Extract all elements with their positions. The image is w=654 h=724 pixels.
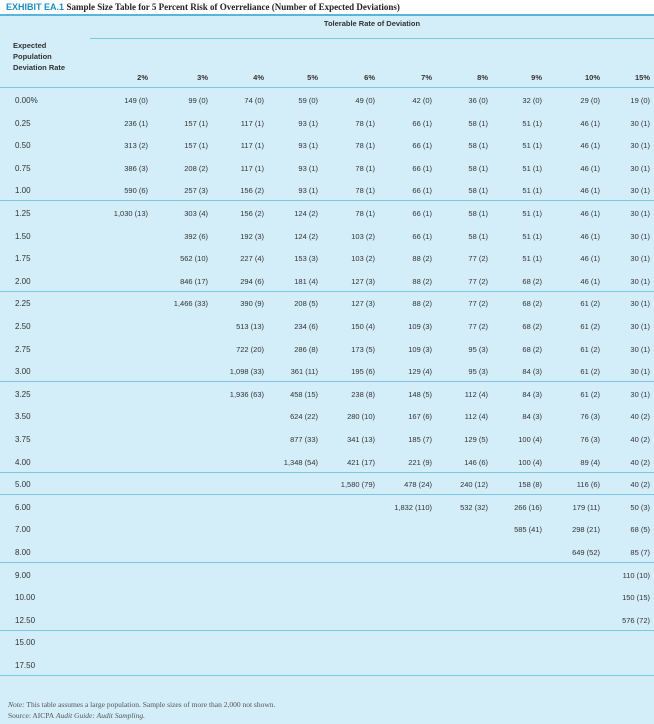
sample-size-cell: 240 (12) <box>460 480 488 490</box>
sample-size-cell: 1,466 (33) <box>173 299 208 309</box>
sample-size-cell: 51 (1) <box>522 163 542 173</box>
title-rule <box>0 14 654 16</box>
table-row <box>0 299 654 321</box>
sample-size-cell: 29 (0) <box>580 96 600 105</box>
sample-size-cell: 234 (6) <box>294 322 318 331</box>
sample-size-cell: 117 (1) <box>240 118 264 128</box>
sample-size-cell: 61 (2) <box>580 367 600 377</box>
column-header: 6% <box>364 73 375 82</box>
sample-size-cell: 66 (1) <box>412 118 432 128</box>
table-row <box>0 458 654 480</box>
table-row <box>0 525 654 547</box>
sample-size-cell: 32 (0) <box>522 96 542 105</box>
table-row <box>0 390 654 412</box>
sample-size-cell: 1,936 (63) <box>229 389 264 399</box>
column-header: 8% <box>477 73 488 82</box>
sample-size-cell: 58 (1) <box>468 163 488 173</box>
sample-size-cell: 181 (4) <box>294 276 318 286</box>
sample-size-cell: 103 (2) <box>351 254 375 264</box>
sample-size-cell: 59 (0) <box>298 96 318 105</box>
sample-size-cell: 76 (3) <box>580 412 600 422</box>
sample-size-cell: 173 (5) <box>351 344 375 354</box>
sample-size-cell: 100 (4) <box>518 457 542 467</box>
sample-size-cell: 30 (1) <box>630 389 650 399</box>
sample-size-cell: 185 (7) <box>408 435 432 444</box>
sample-size-cell: 61 (2) <box>580 322 600 331</box>
sample-size-cell: 146 (6) <box>464 457 488 467</box>
deviation-rate: 15.00 <box>15 638 36 648</box>
group-divider <box>0 472 654 473</box>
sample-size-cell: 46 (1) <box>580 254 600 264</box>
header-rule <box>0 87 654 88</box>
source-label: Source: AICPA <box>8 711 55 720</box>
exhibit-title <box>0 0 654 14</box>
sample-size-cell: 150 (4) <box>351 322 375 331</box>
sample-size-cell: 361 (11) <box>290 367 318 377</box>
sample-size-cell: 227 (4) <box>240 254 264 264</box>
sample-size-cell: 722 (20) <box>236 344 264 354</box>
table-row <box>0 661 654 683</box>
group-header: Tolerable Rate of Deviation <box>323 19 421 28</box>
sample-size-cell: 153 (3) <box>294 254 318 264</box>
sample-size-cell: 49 (0) <box>355 96 375 105</box>
table-row <box>0 616 654 638</box>
sample-size-cell: 208 (2) <box>184 163 208 173</box>
sample-size-cell: 585 (41) <box>514 525 542 535</box>
sample-size-cell: 150 (15) <box>622 593 650 603</box>
sample-size-cell: 58 (1) <box>468 186 488 196</box>
deviation-rate: 0.75 <box>15 163 31 173</box>
deviation-rate: 2.50 <box>15 322 31 331</box>
group-divider <box>0 675 654 676</box>
sample-size-cell: 46 (1) <box>580 163 600 173</box>
sample-size-cell: 341 (13) <box>347 435 375 444</box>
sample-size-cell: 93 (1) <box>298 163 318 173</box>
sample-size-cell: 68 (2) <box>522 299 542 309</box>
sample-size-cell: 127 (3) <box>351 299 375 309</box>
deviation-rate: 1.75 <box>15 254 31 264</box>
sample-size-cell: 576 (72) <box>622 615 650 625</box>
sample-size-cell: 36 (0) <box>468 96 488 105</box>
sample-size-cell: 51 (1) <box>522 186 542 196</box>
sample-size-cell: 208 (5) <box>294 299 318 309</box>
group-divider <box>0 381 654 382</box>
sample-size-cell: 42 (0) <box>412 96 432 105</box>
sample-size-cell: 103 (2) <box>351 231 375 241</box>
row-header-line: Expected <box>13 41 47 50</box>
table-row <box>0 254 654 276</box>
sample-size-cell: 1,348 (54) <box>283 457 318 467</box>
row-header-line: Population <box>13 52 52 61</box>
table-row <box>0 277 654 299</box>
table-row <box>0 186 654 208</box>
exhibit-label: EXHIBIT EA.1 <box>6 2 65 12</box>
sample-size-cell: 77 (2) <box>468 276 488 286</box>
deviation-rate: 4.00 <box>15 457 31 467</box>
sample-size-cell: 66 (1) <box>412 163 432 173</box>
sample-size-cell: 124 (2) <box>294 209 318 218</box>
table-row <box>0 164 654 186</box>
sample-size-cell: 30 (1) <box>630 231 650 241</box>
sample-size-cell: 109 (3) <box>408 344 432 354</box>
sample-size-cell: 77 (2) <box>468 299 488 309</box>
column-header: 9% <box>531 73 542 82</box>
sample-size-cell: 68 (2) <box>522 344 542 354</box>
sample-size-cell: 117 (1) <box>240 163 264 173</box>
table-row <box>0 548 654 570</box>
deviation-rate: 2.00 <box>15 276 31 286</box>
sample-size-cell: 127 (3) <box>351 276 375 286</box>
table-row <box>0 503 654 525</box>
sample-size-cell: 179 (11) <box>572 502 600 512</box>
sample-size-cell: 392 (6) <box>184 231 208 241</box>
sample-size-cell: 112 (4) <box>464 389 488 399</box>
sample-size-cell: 590 (6) <box>124 186 148 196</box>
sample-size-cell: 562 (10) <box>180 254 208 264</box>
sample-size-cell: 66 (1) <box>412 209 432 218</box>
deviation-rate: 0.25 <box>15 118 31 128</box>
column-header: 10% <box>584 73 600 82</box>
sample-size-cell: 30 (1) <box>630 186 650 196</box>
sample-size-cell: 30 (1) <box>630 299 650 309</box>
sample-size-cell: 84 (3) <box>522 367 542 377</box>
table-row <box>0 435 654 457</box>
column-header: 7% <box>421 73 432 82</box>
sample-size-cell: 30 (1) <box>630 322 650 331</box>
group-divider <box>0 630 654 631</box>
sample-size-cell: 46 (1) <box>580 186 600 196</box>
sample-size-cell: 77 (2) <box>468 254 488 264</box>
sample-size-cell: 110 (10) <box>622 570 650 580</box>
deviation-rate: 2.75 <box>15 344 31 354</box>
sample-size-cell: 58 (1) <box>468 118 488 128</box>
sample-size-cell: 93 (1) <box>298 141 318 151</box>
sample-size-cell: 61 (2) <box>580 299 600 309</box>
sample-size-cell: 298 (21) <box>572 525 600 535</box>
sample-size-cell: 58 (1) <box>468 231 488 241</box>
table-row <box>0 593 654 615</box>
note-text: This table assumes a large population. Sample sizes of more than 2,000 not shown. <box>24 700 276 709</box>
sample-size-cell: 117 (1) <box>240 141 264 151</box>
sample-size-cell: 40 (2) <box>630 412 650 422</box>
sample-size-cell: 421 (17) <box>347 457 375 467</box>
sample-size-cell: 89 (4) <box>580 457 600 467</box>
sample-size-cell: 1,832 (110) <box>394 502 432 512</box>
sample-size-cell: 46 (1) <box>580 141 600 151</box>
deviation-rate: 1.00 <box>15 186 31 196</box>
sample-size-cell: 84 (3) <box>522 389 542 399</box>
sample-size-cell: 51 (1) <box>522 118 542 128</box>
sample-size-cell: 68 (5) <box>630 525 650 535</box>
table-row <box>0 141 654 163</box>
group-divider <box>0 562 654 563</box>
sample-size-cell: 66 (1) <box>412 231 432 241</box>
sample-size-cell: 51 (1) <box>522 231 542 241</box>
group-divider <box>0 200 654 201</box>
table-row <box>0 412 654 434</box>
sample-size-cell: 51 (1) <box>522 141 542 151</box>
sample-size-cell: 68 (2) <box>522 276 542 286</box>
sample-size-cell: 149 (0) <box>124 96 148 105</box>
sample-size-cell: 30 (1) <box>630 118 650 128</box>
sample-size-cell: 167 (6) <box>408 412 432 422</box>
sample-size-cell: 30 (1) <box>630 276 650 286</box>
deviation-rate: 0.50 <box>15 141 31 151</box>
sample-size-cell: 46 (1) <box>580 231 600 241</box>
sample-size-cell: 50 (3) <box>630 502 650 512</box>
sample-size-cell: 112 (4) <box>464 412 488 422</box>
sample-size-cell: 95 (3) <box>468 367 488 377</box>
table-row <box>0 96 654 118</box>
sample-size-cell: 478 (24) <box>404 480 432 490</box>
table-source <box>8 711 145 720</box>
sample-size-cell: 66 (1) <box>412 186 432 196</box>
column-header: 5% <box>307 73 318 82</box>
deviation-rate: 8.00 <box>15 548 31 557</box>
deviation-rate: 0.00% <box>15 96 38 105</box>
table-row <box>0 232 654 254</box>
sample-size-cell: 846 (17) <box>180 276 208 286</box>
sample-size-cell: 30 (1) <box>630 367 650 377</box>
sample-size-cell: 93 (1) <box>298 186 318 196</box>
sample-size-cell: 78 (1) <box>355 141 375 151</box>
sample-size-cell: 458 (15) <box>290 389 318 399</box>
sample-size-cell: 30 (1) <box>630 344 650 354</box>
sample-size-cell: 58 (1) <box>468 209 488 218</box>
sample-size-cell: 30 (1) <box>630 209 650 218</box>
sample-size-cell: 195 (6) <box>351 367 375 377</box>
sample-size-cell: 19 (0) <box>630 96 650 105</box>
sample-size-cell: 156 (2) <box>240 186 264 196</box>
column-header: 4% <box>253 73 264 82</box>
deviation-rate: 6.00 <box>15 502 31 512</box>
sample-size-cell: 74 (0) <box>244 96 264 105</box>
sample-size-cell: 238 (8) <box>351 389 375 399</box>
table-row <box>0 209 654 231</box>
sample-size-cell: 192 (3) <box>240 231 264 241</box>
sample-size-cell: 877 (33) <box>290 435 318 444</box>
sample-size-cell: 280 (10) <box>347 412 375 422</box>
sample-size-cell: 40 (2) <box>630 435 650 444</box>
sample-size-cell: 124 (2) <box>294 231 318 241</box>
sample-size-cell: 1,098 (33) <box>229 367 264 377</box>
sample-size-cell: 257 (3) <box>184 186 208 196</box>
sample-size-cell: 78 (1) <box>355 118 375 128</box>
sample-size-cell: 99 (0) <box>188 96 208 105</box>
sample-size-cell: 1,580 (79) <box>340 480 375 490</box>
table-row <box>0 480 654 502</box>
sample-size-cell: 286 (8) <box>294 344 318 354</box>
row-header-label <box>13 40 65 73</box>
column-header: 3% <box>197 73 208 82</box>
group-divider <box>0 291 654 292</box>
sample-size-cell: 76 (3) <box>580 435 600 444</box>
sample-size-cell: 68 (2) <box>522 322 542 331</box>
deviation-rate: 3.25 <box>15 389 31 399</box>
table-row <box>0 119 654 141</box>
group-header-rule <box>90 38 654 39</box>
sample-size-cell: 78 (1) <box>355 209 375 218</box>
column-header: 15% <box>634 73 650 82</box>
sample-size-cell: 51 (1) <box>522 254 542 264</box>
sample-size-cell: 77 (2) <box>468 322 488 331</box>
deviation-rate: 12.50 <box>15 615 36 625</box>
sample-size-cell: 303 (4) <box>184 209 208 218</box>
sample-size-cell: 46 (1) <box>580 118 600 128</box>
table-row <box>0 345 654 367</box>
sample-size-cell: 88 (2) <box>412 299 432 309</box>
sample-size-cell: 88 (2) <box>412 276 432 286</box>
sample-size-cell: 649 (52) <box>572 548 600 557</box>
deviation-rate: 3.00 <box>15 367 31 377</box>
deviation-rate: 5.00 <box>15 480 31 490</box>
sample-size-cell: 66 (1) <box>412 141 432 151</box>
sample-size-cell: 61 (2) <box>580 389 600 399</box>
sample-size-cell: 88 (2) <box>412 254 432 264</box>
row-header-line: Deviation Rate <box>13 63 66 72</box>
sample-size-cell: 158 (8) <box>518 480 542 490</box>
table-row <box>0 367 654 389</box>
table-row <box>0 571 654 593</box>
sample-size-cell: 236 (1) <box>124 118 148 128</box>
deviation-rate: 2.25 <box>15 299 31 309</box>
deviation-rate: 1.25 <box>15 209 31 218</box>
sample-size-cell: 78 (1) <box>355 163 375 173</box>
sample-size-cell: 30 (1) <box>630 254 650 264</box>
exhibit-caption: Sample Size Table for 5 Percent Risk of Overreliance (Number of Expected Deviations) <box>66 2 400 12</box>
sample-size-cell: 61 (2) <box>580 344 600 354</box>
deviation-rate: 3.75 <box>15 435 31 444</box>
sample-size-cell: 129 (4) <box>408 367 432 377</box>
sample-size-cell: 156 (2) <box>240 209 264 218</box>
sample-size-cell: 51 (1) <box>522 209 542 218</box>
sample-size-cell: 513 (13) <box>236 322 264 331</box>
sample-size-cell: 386 (3) <box>124 163 148 173</box>
table-row <box>0 638 654 660</box>
table-row <box>0 322 654 344</box>
sample-size-cell: 294 (6) <box>240 276 264 286</box>
group-divider <box>0 494 654 495</box>
sample-size-cell: 266 (16) <box>514 502 542 512</box>
sample-size-cell: 390 (9) <box>240 299 264 309</box>
sample-size-cell: 78 (1) <box>355 186 375 196</box>
deviation-rate: 9.00 <box>15 570 31 580</box>
sample-size-cell: 532 (32) <box>460 502 488 512</box>
sample-size-cell: 109 (3) <box>408 322 432 331</box>
source-text: Audit Guide: Audit Sampling. <box>54 711 145 720</box>
sample-size-cell: 93 (1) <box>298 118 318 128</box>
sample-size-cell: 30 (1) <box>630 141 650 151</box>
sample-size-cell: 116 (6) <box>576 480 600 490</box>
sample-size-cell: 40 (2) <box>630 457 650 467</box>
sample-size-cell: 1,030 (13) <box>113 209 148 218</box>
sample-size-cell: 313 (2) <box>124 141 148 151</box>
sample-size-cell: 624 (22) <box>290 412 318 422</box>
deviation-rate: 7.00 <box>15 525 31 535</box>
deviation-rate: 1.50 <box>15 231 31 241</box>
column-header: 2% <box>137 73 148 82</box>
sample-size-cell: 157 (1) <box>184 141 208 151</box>
sample-size-cell: 148 (5) <box>408 389 432 399</box>
sample-size-cell: 40 (2) <box>630 480 650 490</box>
note-label: Note: <box>8 700 25 709</box>
sample-size-cell: 46 (1) <box>580 276 600 286</box>
deviation-rate: 3.50 <box>15 412 31 422</box>
sample-size-cell: 46 (1) <box>580 209 600 218</box>
sample-size-cell: 221 (9) <box>408 457 432 467</box>
sample-size-cell: 95 (3) <box>468 344 488 354</box>
sample-size-cell: 157 (1) <box>184 118 208 128</box>
deviation-rate: 10.00 <box>15 593 36 603</box>
sample-size-cell: 85 (7) <box>630 548 650 557</box>
sample-size-cell: 58 (1) <box>468 141 488 151</box>
sample-size-cell: 129 (5) <box>464 435 488 444</box>
sample-size-cell: 30 (1) <box>630 163 650 173</box>
sample-size-cell: 84 (3) <box>522 412 542 422</box>
table-note <box>8 700 275 709</box>
sample-size-cell: 100 (4) <box>518 435 542 444</box>
deviation-rate: 17.50 <box>15 661 36 670</box>
